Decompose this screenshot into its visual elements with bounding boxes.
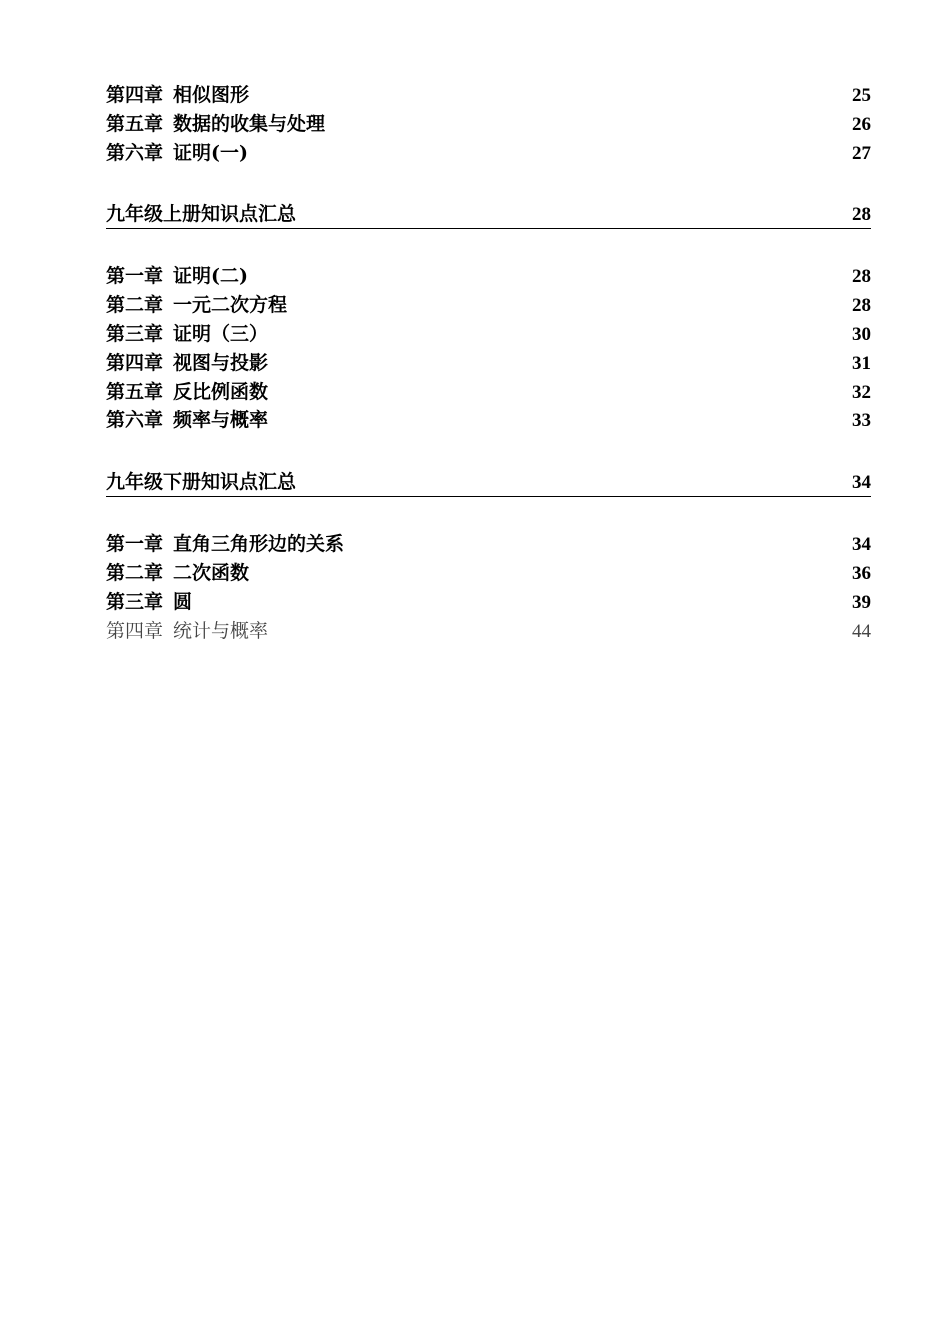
toc-entry[interactable] xyxy=(106,588,871,617)
entry-text xyxy=(106,139,248,168)
toc-entry[interactable] xyxy=(106,291,871,320)
entry-text xyxy=(106,530,344,559)
chapter-label: 第五章 xyxy=(106,380,164,403)
page-number: 39 xyxy=(852,591,871,613)
page-number: 25 xyxy=(852,85,871,106)
chapter-label: 第一章 xyxy=(106,533,164,556)
entry-text xyxy=(106,378,268,407)
toc-entry[interactable] xyxy=(106,262,871,291)
entry-text xyxy=(106,349,268,378)
toc-entry[interactable] xyxy=(106,559,871,588)
entry-text xyxy=(106,320,268,349)
page-number: 28 xyxy=(852,204,871,226)
page-number: 27 xyxy=(852,142,871,164)
section-title: 九年级上册知识点汇总 xyxy=(106,203,297,226)
page-number: 36 xyxy=(852,562,871,584)
table-of-contents xyxy=(106,81,871,645)
toc-entry[interactable] xyxy=(106,406,871,435)
entry-text xyxy=(106,110,325,139)
chapter-title: 圆 xyxy=(173,590,193,613)
entry-text xyxy=(106,406,268,435)
chapter-title: 视图与投影 xyxy=(173,351,269,374)
toc-entry[interactable] xyxy=(106,530,871,559)
page-number: 32 xyxy=(852,381,871,403)
section-title: 九年级下册知识点汇总 xyxy=(106,471,297,494)
entry-text xyxy=(106,617,268,646)
entry-text xyxy=(106,291,287,320)
entry-text xyxy=(106,81,249,110)
chapter-title: 证明（三） xyxy=(173,322,269,345)
page-number: 28 xyxy=(852,266,871,288)
chapter-label: 第三章 xyxy=(106,322,164,345)
toc-entry[interactable] xyxy=(106,378,871,407)
chapter-label: 第二章 xyxy=(106,294,164,317)
toc-entry[interactable] xyxy=(106,81,871,110)
chapter-title: 数据的收集与处理 xyxy=(173,112,326,135)
entry-text xyxy=(106,262,248,291)
page-number: 26 xyxy=(852,113,871,135)
chapter-label: 第五章 xyxy=(106,112,164,135)
page-number: 34 xyxy=(852,472,871,494)
toc-section-heading[interactable] xyxy=(106,200,871,229)
toc-entry[interactable] xyxy=(106,617,871,646)
entry-text xyxy=(106,559,249,588)
chapter-title: 一元二次方程 xyxy=(173,294,288,317)
page-number: 28 xyxy=(852,295,871,317)
chapter-label: 第一章 xyxy=(106,265,164,288)
toc-entry[interactable] xyxy=(106,349,871,378)
chapter-label: 第四章 xyxy=(106,351,164,374)
chapter-label: 第四章 xyxy=(106,619,164,642)
toc-entry[interactable] xyxy=(106,139,871,168)
toc-entry[interactable] xyxy=(106,320,871,349)
chapter-label: 第二章 xyxy=(106,561,164,584)
chapter-label: 第四章 xyxy=(106,84,164,106)
chapter-label: 第六章 xyxy=(106,141,164,164)
chapter-label: 第三章 xyxy=(106,590,164,613)
page-number: 33 xyxy=(852,410,871,432)
chapter-title: 反比例函数 xyxy=(173,380,269,403)
page-number: 34 xyxy=(852,534,871,556)
page-number: 30 xyxy=(852,323,871,345)
page-number: 44 xyxy=(852,620,871,642)
chapter-title: 相似图形 xyxy=(173,84,250,106)
entry-text xyxy=(106,588,192,617)
page-number: 31 xyxy=(852,352,871,374)
chapter-title: 统计与概率 xyxy=(173,619,269,642)
chapter-title: 频率与概率 xyxy=(173,409,269,432)
chapter-title: 直角三角形边的关系 xyxy=(173,533,345,556)
chapter-label: 第六章 xyxy=(106,409,164,432)
chapter-title: 二次函数 xyxy=(173,561,250,584)
toc-section-heading[interactable] xyxy=(106,468,871,497)
toc-entry[interactable] xyxy=(106,110,871,139)
chapter-title: 证明(二) xyxy=(173,265,248,288)
chapter-title: 证明(一) xyxy=(173,141,248,164)
